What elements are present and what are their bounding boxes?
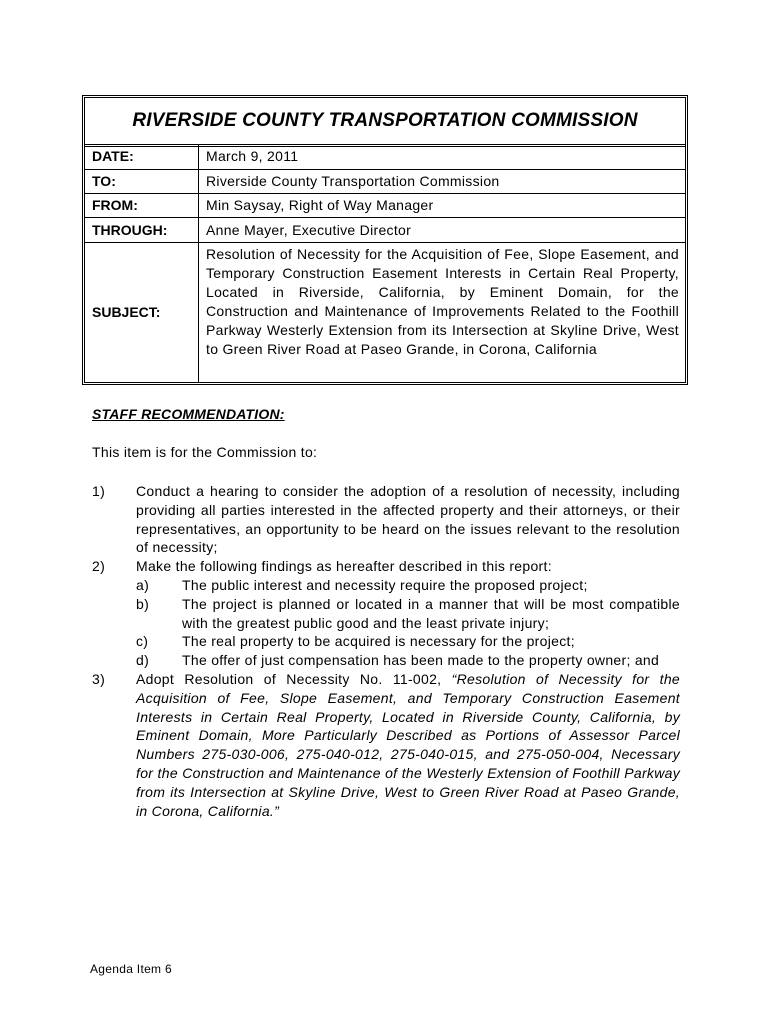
date-label: DATE: [92,148,134,164]
item-text: Conduct a hearing to consider the adoption of a resolution of necessity, including providing all parties interested in the affected property and their attorneys, or their representatives, an opportunity to be heard on the issues relevant to the resolution of necessity; [136,483,680,556]
to-label: TO: [92,173,116,189]
resolution-title: “Resolution of Necessity for the Acquisition of Fee, Slope Easement, and Temporary Construction Easement Interests in Certain Real Property, Located in Riverside County, California, by Eminent Domain, More Particularly Described as Portions of Assessor Parcel Numbers 275-030-006, 275-040-012, 275-040-015, and 275-050-004, Necessary for the Construction and Maintenance of the Westerly Extension of Foothill Parkway from its Intersection at Skyline Drive, West to Green River Road at Paseo Grande, in Corona, California.” [136,670,680,819]
sub-item-text: The public interest and necessity require the proposed project; [182,576,588,593]
sub-item [136,651,680,670]
sub-item-letter: b) [136,595,150,612]
sub-item-letter: c) [136,633,149,650]
list-item [92,670,680,820]
subject-label: SUBJECT: [92,304,161,320]
subject-value: Resolution of Necessity for the Acquisition of Fee, Slope Easement, and Temporary Construction Easement Interests in Certain Real Property, Located in Riverside, California, by Eminent Domain, for the Construction and Maintenance of Improvements Related to the Foothill Parkway Westerly Extension from its Intersection at Skyline Drive, West to Green River Road at Paseo Grande, in Corona, California [206,246,679,357]
item-text: Make the following findings as hereafter described in this report: [136,558,552,575]
sub-item [136,576,680,595]
from-label: FROM: [92,197,138,213]
recommendation-list [92,482,680,820]
list-item [92,557,680,670]
memo-row-subject [85,242,685,382]
sub-item-text: The offer of just compensation has been made to the property owner; and [182,652,660,669]
memo-row-date [85,144,685,170]
memo-row-from [85,193,685,218]
through-value: Anne Mayer, Executive Director [206,222,412,238]
agenda-item-footer: Agenda Item 6 [90,962,172,976]
memo-title: RIVERSIDE COUNTY TRANSPORTATION COMMISSION [85,98,685,147]
sub-item [136,632,680,651]
memo-table [85,144,685,382]
intro-text: This item is for the Commission to: [92,444,318,460]
sub-item-text: The real property to be acquired is necessary for the project; [182,633,575,650]
list-item [92,482,680,557]
sub-item-letter: d) [136,652,150,669]
date-value: March 9, 2011 [206,148,299,164]
memo-row-to [85,169,685,194]
sub-item-letter: a) [136,576,150,593]
item-number: 1) [92,483,106,499]
memo-row-through [85,217,685,243]
memo-header-box [82,95,688,385]
staff-recommendation-heading: STAFF RECOMMENDATION: [92,406,285,422]
from-value: Min Saysay, Right of Way Manager [206,197,434,213]
item-text-prefix: Adopt Resolution of Necessity No. 11-002, [136,670,452,687]
to-value: Riverside County Transportation Commission [206,173,500,189]
item-number: 2) [92,558,106,575]
sub-item [136,595,680,633]
item-number: 3) [92,670,106,687]
sub-item-text: The project is planned or located in a manner that will be most compatible with the greatest public good and the least private injury; [182,595,680,631]
through-label: THROUGH: [92,222,168,238]
